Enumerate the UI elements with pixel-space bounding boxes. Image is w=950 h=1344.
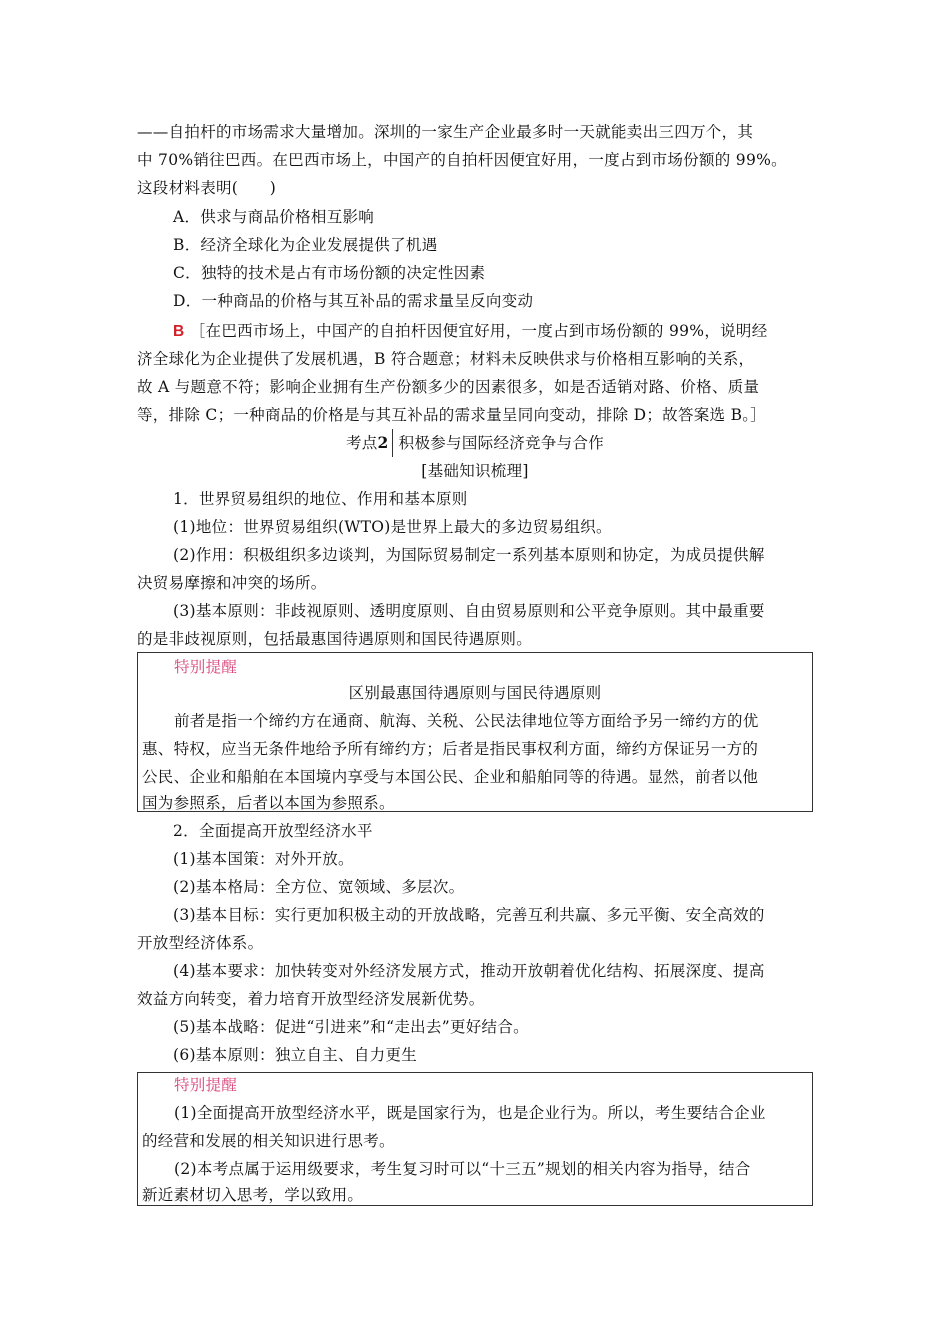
section-number: 2 [378,429,393,457]
reminder-box-1 [137,652,813,812]
section-subtitle: [基础知识梳理] [421,462,529,480]
reminder-title-1: 区别最惠国待遇原则与国民待遇原则 [348,684,602,702]
answer-letter: B [173,323,185,340]
open-pattern: (2)基本格局：全方位、宽领域、多层次。 [173,878,465,896]
reminder-2-line-1: (1)全面提高开放型经济水平，既是国家行为，也是企业行为。所以，考生要结合企业 [174,1104,766,1122]
answer-line-3: 故 A 与题意不符；影响企业拥有生产份额多少的因素很多，如是否适销对路、价格、质量 [137,378,760,396]
open-requirement-line-2: 效益方向转变，着力培育开放型经济发展新优势。 [137,990,485,1008]
section-heading [137,429,813,457]
reminder-1-line-2: 惠、特权，应当无条件地给予所有缔约方；后者是指民事权利方面，缔约方保证另一方的 [142,740,759,758]
open-heading: 2．全面提高开放型经济水平 [173,822,373,840]
reminder-tag-1: 特别提醒 [174,658,238,676]
option-c: C．独特的技术是占有市场份额的决定性因素 [173,264,486,282]
wto-principles-line-1: (3)基本原则：非歧视原则、透明度原则、自由贸易原则和公平竞争原则。其中最重要 [173,602,765,620]
open-goal-line-1: (3)基本目标：实行更加积极主动的开放战略，完善互利共赢、多元平衡、安全高效的 [173,906,765,924]
reminder-tag-2: 特别提醒 [174,1076,238,1094]
question-stem: 这段材料表明( ) [137,179,277,197]
reminder-2-line-4: 新近素材切入思考，学以致用。 [142,1186,364,1204]
reminder-box-2 [137,1072,813,1206]
option-d: D．一种商品的价格与其互补品的需求量呈反向变动 [173,292,534,310]
wto-position: (1)地位：世界贸易组织(WTO)是世界上最大的多边贸易组织。 [173,518,612,536]
option-a: A．供求与商品价格相互影响 [173,208,375,226]
section-title: 积极参与国际经济竞争与合作 [398,434,605,452]
reminder-1-line-4: 国为参照系，后者以本国为参照系。 [142,794,395,812]
answer-explanation-start: ［在巴西市场上，中国产的自拍杆因便宜好用，一度占到市场份额的 99%，说明经 [189,322,768,340]
answer-line-1 [173,317,813,346]
wto-role-line-1: (2)作用：积极组织多边谈判，为国际贸易制定一系列基本原则和协定，为成员提供解 [173,546,765,564]
reminder-2-line-3: (2)本考点属于运用级要求，考生复习时可以“十三五”规划的相关内容为指导，结合 [174,1160,751,1178]
wto-role-line-2: 决贸易摩擦和冲突的场所。 [137,574,327,592]
open-requirement-line-1: (4)基本要求：加快转变对外经济发展方式，推动开放朝着优化结构、拓展深度、提高 [173,962,765,980]
reminder-1-line-1: 前者是指一个缔约方在通商、航海、关税、公民法律地位等方面给予另一缔约方的优 [174,712,759,730]
reminder-2-line-2: 的经营和发展的相关知识进行思考。 [142,1132,395,1150]
option-b: B．经济全球化为企业发展提供了机遇 [173,236,438,254]
open-goal-line-2: 开放型经济体系。 [137,934,264,952]
open-policy: (1)基本国策：对外开放。 [173,850,354,868]
answer-line-2: 济全球化为企业提供了发展机遇，B 符合题意；材料未反映供求与价格相互影响的关系， [137,350,755,368]
wto-principles-line-2: 的是非歧视原则，包括最惠国待遇原则和国民待遇原则。 [137,630,533,648]
open-principle: (6)基本原则：独立自主、自力更生 [173,1046,418,1064]
section-label: 考点 [345,434,378,452]
reminder-1-line-3: 公民、企业和船舶在本国境内享受与本国公民、企业和船舶同等的待遇。显然，前者以他 [142,768,759,786]
intro-line-2: 中 70%销往巴西。在巴西市场上，中国产的自拍杆因便宜好用，一度占到市场份额的 99%。 [137,151,787,169]
wto-heading: 1．世界贸易组织的地位、作用和基本原则 [173,490,468,508]
open-strategy: (5)基本战略：促进“引进来”和“走出去”更好结合。 [173,1018,529,1036]
answer-line-4: 等，排除 C；一种商品的价格是与其互补品的需求量呈同向变动，排除 D；故答案选 B。］ [137,406,767,424]
intro-line-1: ——自拍杆的市场需求大量增加。深圳的一家生产企业最多时一天就能卖出三四万个，其 [137,123,754,141]
